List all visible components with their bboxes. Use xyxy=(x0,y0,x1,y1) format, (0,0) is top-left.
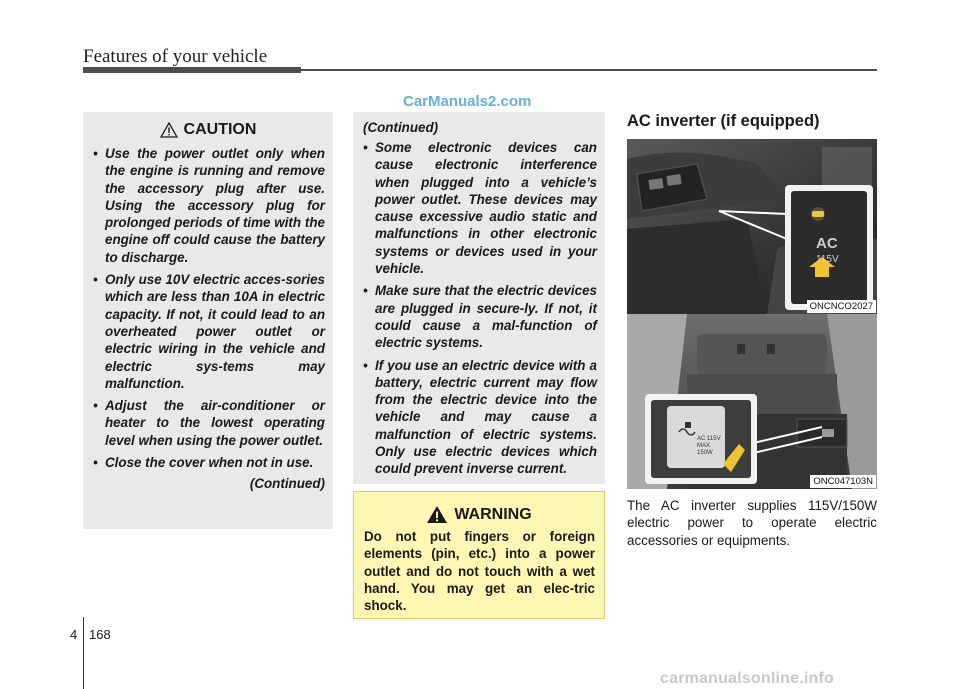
footer-page-number: 168 xyxy=(89,627,111,642)
continued-list xyxy=(353,139,605,478)
warning-box xyxy=(353,491,605,619)
caution-item: • Use the power outlet only when the engine is running and remove the accessory plug after use. Using the accessory plug for prolonged periods of time with the engine off could cause the battery to discharge. xyxy=(93,146,325,265)
photo1-code-label: ONCNCO2027 xyxy=(807,300,876,313)
caution-continued: (Continued) xyxy=(249,476,325,492)
continued-item: • If you use an electric device with a battery, electric current may flow from the electric device into the vehicle and may cause a malfunction of electric systems. Only use electric devices which could prevent inverse current. xyxy=(363,357,597,477)
caution-item: • Only use 10V electric acces-sories which are less than 10A in electric capacity. If not, it could lead to an overheated power outlet or electric wiring in the vehicle and electric sys-tems may malfunction. xyxy=(93,272,325,391)
watermark-bottom[interactable]: carmanualsonline.info xyxy=(660,670,835,687)
caution-item: • Adjust the air-conditioner or heater to the lowest operating level when using the power outlet. xyxy=(93,398,325,448)
warning-heading-text: WARNING xyxy=(454,505,532,523)
ac-button-label: AC xyxy=(816,235,838,252)
caution-heading xyxy=(83,121,333,139)
continued-heading: (Continued) xyxy=(363,120,439,135)
continued-item: • Some electronic devices can cause electronic interference when plugged into a vehicle’s power outlet. These devices may cause excessive audio static and malfunctions in other electronic systems or devices used in your vehicle. xyxy=(363,140,597,277)
caution-list xyxy=(83,145,333,471)
cargo-area-illustration xyxy=(627,314,877,489)
warning-triangle-icon xyxy=(426,505,448,524)
photo2-code-label: ONC047103N xyxy=(810,475,876,488)
photo-ac-outlet xyxy=(627,314,877,489)
section-body-text: The AC inverter supplies 115V/150W electric power to operate electric accessories or equipments. xyxy=(627,498,877,548)
header-rule-thick xyxy=(83,67,301,73)
warning-heading xyxy=(354,505,604,524)
page-header-title: Features of your vehicle xyxy=(83,46,268,67)
caution-box xyxy=(83,112,333,529)
photo-ac-button xyxy=(627,139,877,314)
dashboard-illustration xyxy=(627,139,877,314)
caution-item: • Close the cover when not in use. xyxy=(93,455,314,471)
footer-chapter-number: 4 xyxy=(70,627,78,642)
continued-box xyxy=(353,112,605,484)
section-title: AC inverter (if equipped) xyxy=(627,112,820,130)
outlet-plate-text xyxy=(697,436,725,457)
outlet-plate-text-2: MAX 150W xyxy=(697,443,713,456)
warning-text: Do not put fingers or foreign elements (pin, etc.) into a power outlet and do not touch with a wet hand. You may get an elec-tric shock. xyxy=(364,529,595,614)
outlet-plate-text-1: AC 115V xyxy=(697,436,721,442)
ac-button-sublabel: 115V xyxy=(816,254,839,265)
watermark-top[interactable]: CarManuals2.com xyxy=(403,93,532,110)
header-rule-thin xyxy=(301,69,877,71)
footer-divider xyxy=(83,617,84,689)
continued-item: • Make sure that the electric devices are plugged in secure-ly. If not, it could cause a mal-function of electric systems. xyxy=(363,283,597,351)
caution-heading-text: CAUTION xyxy=(183,121,257,138)
caution-triangle-icon xyxy=(160,122,178,138)
